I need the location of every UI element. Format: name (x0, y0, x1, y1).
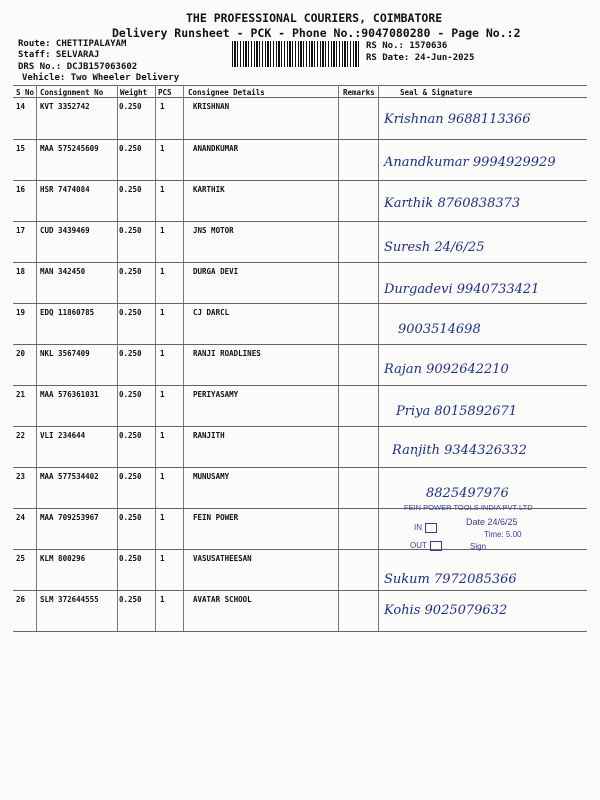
row-consignment: EDQ 11860785 (40, 308, 95, 317)
row-sno: 15 (16, 144, 26, 153)
row-consignment: MAA 575245609 (40, 144, 99, 153)
row-signature: Ranjith 9344326332 (392, 443, 527, 458)
row-divider (13, 426, 587, 427)
row-consignment: KVT 3352742 (40, 102, 90, 111)
row-sno: 21 (16, 390, 26, 399)
row-consignment: VLI 234644 (40, 431, 86, 440)
row-consignment: CUD 3439469 (40, 226, 90, 235)
row-pcs: 1 (160, 595, 165, 604)
stamp-in-box (425, 523, 437, 533)
row-divider (13, 139, 587, 140)
row-signature: 8825497976 (426, 486, 509, 501)
row-consignee: MUNUSAMY (193, 472, 230, 481)
row-consignee: ANANDKUMAR (193, 144, 239, 153)
row-pcs: 1 (160, 308, 165, 317)
row-consignee: JNS MOTOR (193, 226, 234, 235)
row-sno: 22 (16, 431, 26, 440)
route-label: Route: CHETTIPALAYAM (18, 39, 127, 49)
row-pcs: 1 (160, 267, 165, 276)
row-consignment: MAA 577534402 (40, 472, 99, 481)
row-consignee: VASUSATHEESAN (193, 554, 252, 563)
row-sno: 18 (16, 267, 26, 276)
row-signature: Durgadevi 9940733421 (384, 282, 540, 297)
header-consignment: Consignment No (40, 88, 104, 97)
staff-label: Staff: SELVARAJ (18, 50, 100, 60)
row-divider (13, 590, 587, 591)
row-consignment: MAA 709253967 (40, 513, 99, 522)
row-consignment: KLM 800296 (40, 554, 86, 563)
row-pcs: 1 (160, 349, 165, 358)
row-consignee: FEIN POWER (193, 513, 239, 522)
row-weight: 0.250 (119, 390, 142, 399)
header-sno: S No (16, 88, 35, 97)
row-weight: 0.250 (119, 595, 142, 604)
drs-label: DRS No.: DCJB157063602 (18, 62, 138, 72)
row-weight: 0.250 (119, 349, 142, 358)
stamp-out-box (430, 541, 442, 551)
row-sno: 14 (16, 102, 26, 111)
row-consignee: DURGA DEVI (193, 267, 239, 276)
header-weight: Weight (120, 88, 148, 97)
table-border-top (13, 85, 587, 86)
row-pcs: 1 (160, 226, 165, 235)
row-pcs: 1 (160, 472, 165, 481)
row-divider (13, 180, 587, 181)
stamp-time: Time: 5.00 (484, 530, 522, 539)
row-pcs: 1 (160, 102, 165, 111)
row-pcs: 1 (160, 185, 165, 194)
row-sno: 23 (16, 472, 26, 481)
row-weight: 0.250 (119, 102, 142, 111)
row-divider (13, 467, 587, 468)
row-pcs: 1 (160, 554, 165, 563)
header-remarks: Remarks (343, 88, 375, 97)
stamp-date: Date 24/6/25 (466, 517, 518, 527)
row-consignee: KRISHNAN (193, 102, 230, 111)
header-signature: Seal & Signature (400, 88, 473, 97)
row-pcs: 1 (160, 390, 165, 399)
row-signature: Krishnan 9688113366 (384, 112, 531, 127)
row-weight: 0.250 (119, 308, 142, 317)
header-consignee: Consignee Details (188, 88, 265, 97)
row-pcs: 1 (160, 513, 165, 522)
row-divider (13, 344, 587, 345)
row-signature: Kohis 9025079632 (384, 603, 508, 618)
company-title: THE PROFESSIONAL COURIERS, COIMBATORE (186, 11, 443, 25)
stamp-out-label (410, 541, 442, 551)
row-sno: 26 (16, 595, 26, 604)
row-sno: 16 (16, 185, 26, 194)
row-weight: 0.250 (119, 226, 142, 235)
header-divider (13, 97, 587, 98)
row-pcs: 1 (160, 144, 165, 153)
row-consignment: SLM 372644555 (40, 595, 99, 604)
vehicle-label: Vehicle: Two Wheeler Delivery (22, 73, 180, 83)
row-divider (13, 549, 587, 550)
row-weight: 0.250 (119, 472, 142, 481)
row-weight: 0.250 (119, 144, 142, 153)
stamp-sign: Sign (470, 542, 487, 551)
row-divider (13, 221, 587, 222)
row-sno: 19 (16, 308, 26, 317)
stamp-in-text: IN (414, 523, 422, 533)
row-consignment: NKL 3567409 (40, 349, 90, 358)
stamp-out-text: OUT (410, 541, 427, 551)
row-consignee: RANJITH (193, 431, 225, 440)
row-weight: 0.250 (119, 267, 142, 276)
row-signature: Suresh 24/6/25 (384, 240, 485, 255)
stamp-company: FEIN POWER TOOLS INDIA PVT LTD (404, 503, 533, 512)
row-sno: 17 (16, 226, 26, 235)
row-divider (13, 303, 587, 304)
row-consignee: CJ DARCL (193, 308, 230, 317)
rs-date: RS Date: 24-Jun-2025 (366, 53, 475, 63)
row-signature: Rajan 9092642210 (384, 362, 509, 377)
row-signature: Karthik 8760838373 (384, 196, 521, 211)
row-signature: 9003514698 (398, 322, 481, 337)
row-consignment: HSR 7474084 (40, 185, 90, 194)
row-weight: 0.250 (119, 554, 142, 563)
runsheet-title: Delivery Runsheet - PCK - Phone No.:9047080280 - Page No.:2 (112, 26, 521, 40)
row-consignee: KARTHIK (193, 185, 225, 194)
header-pcs: PCS (158, 88, 172, 97)
barcode (232, 41, 360, 67)
row-divider (13, 631, 587, 632)
row-consignee: AVATAR SCHOOL (193, 595, 252, 604)
row-consignee: RANJI ROADLINES (193, 349, 261, 358)
row-signature: Priya 8015892671 (396, 404, 518, 419)
row-sno: 24 (16, 513, 26, 522)
row-divider (13, 262, 587, 263)
row-divider (13, 385, 587, 386)
row-signature: Anandkumar 9994929929 (384, 155, 556, 170)
row-sno: 20 (16, 349, 26, 358)
row-weight: 0.250 (119, 513, 142, 522)
row-signature: Sukum 7972085366 (384, 572, 517, 587)
row-consignment: MAA 576361031 (40, 390, 99, 399)
row-weight: 0.250 (119, 431, 142, 440)
row-pcs: 1 (160, 431, 165, 440)
stamp-in-label (414, 523, 437, 533)
row-consignment: MAN 342450 (40, 267, 86, 276)
row-weight: 0.250 (119, 185, 142, 194)
row-sno: 25 (16, 554, 26, 563)
row-consignee: PERIYASAMY (193, 390, 239, 399)
rs-number: RS No.: 1570636 (366, 41, 448, 51)
